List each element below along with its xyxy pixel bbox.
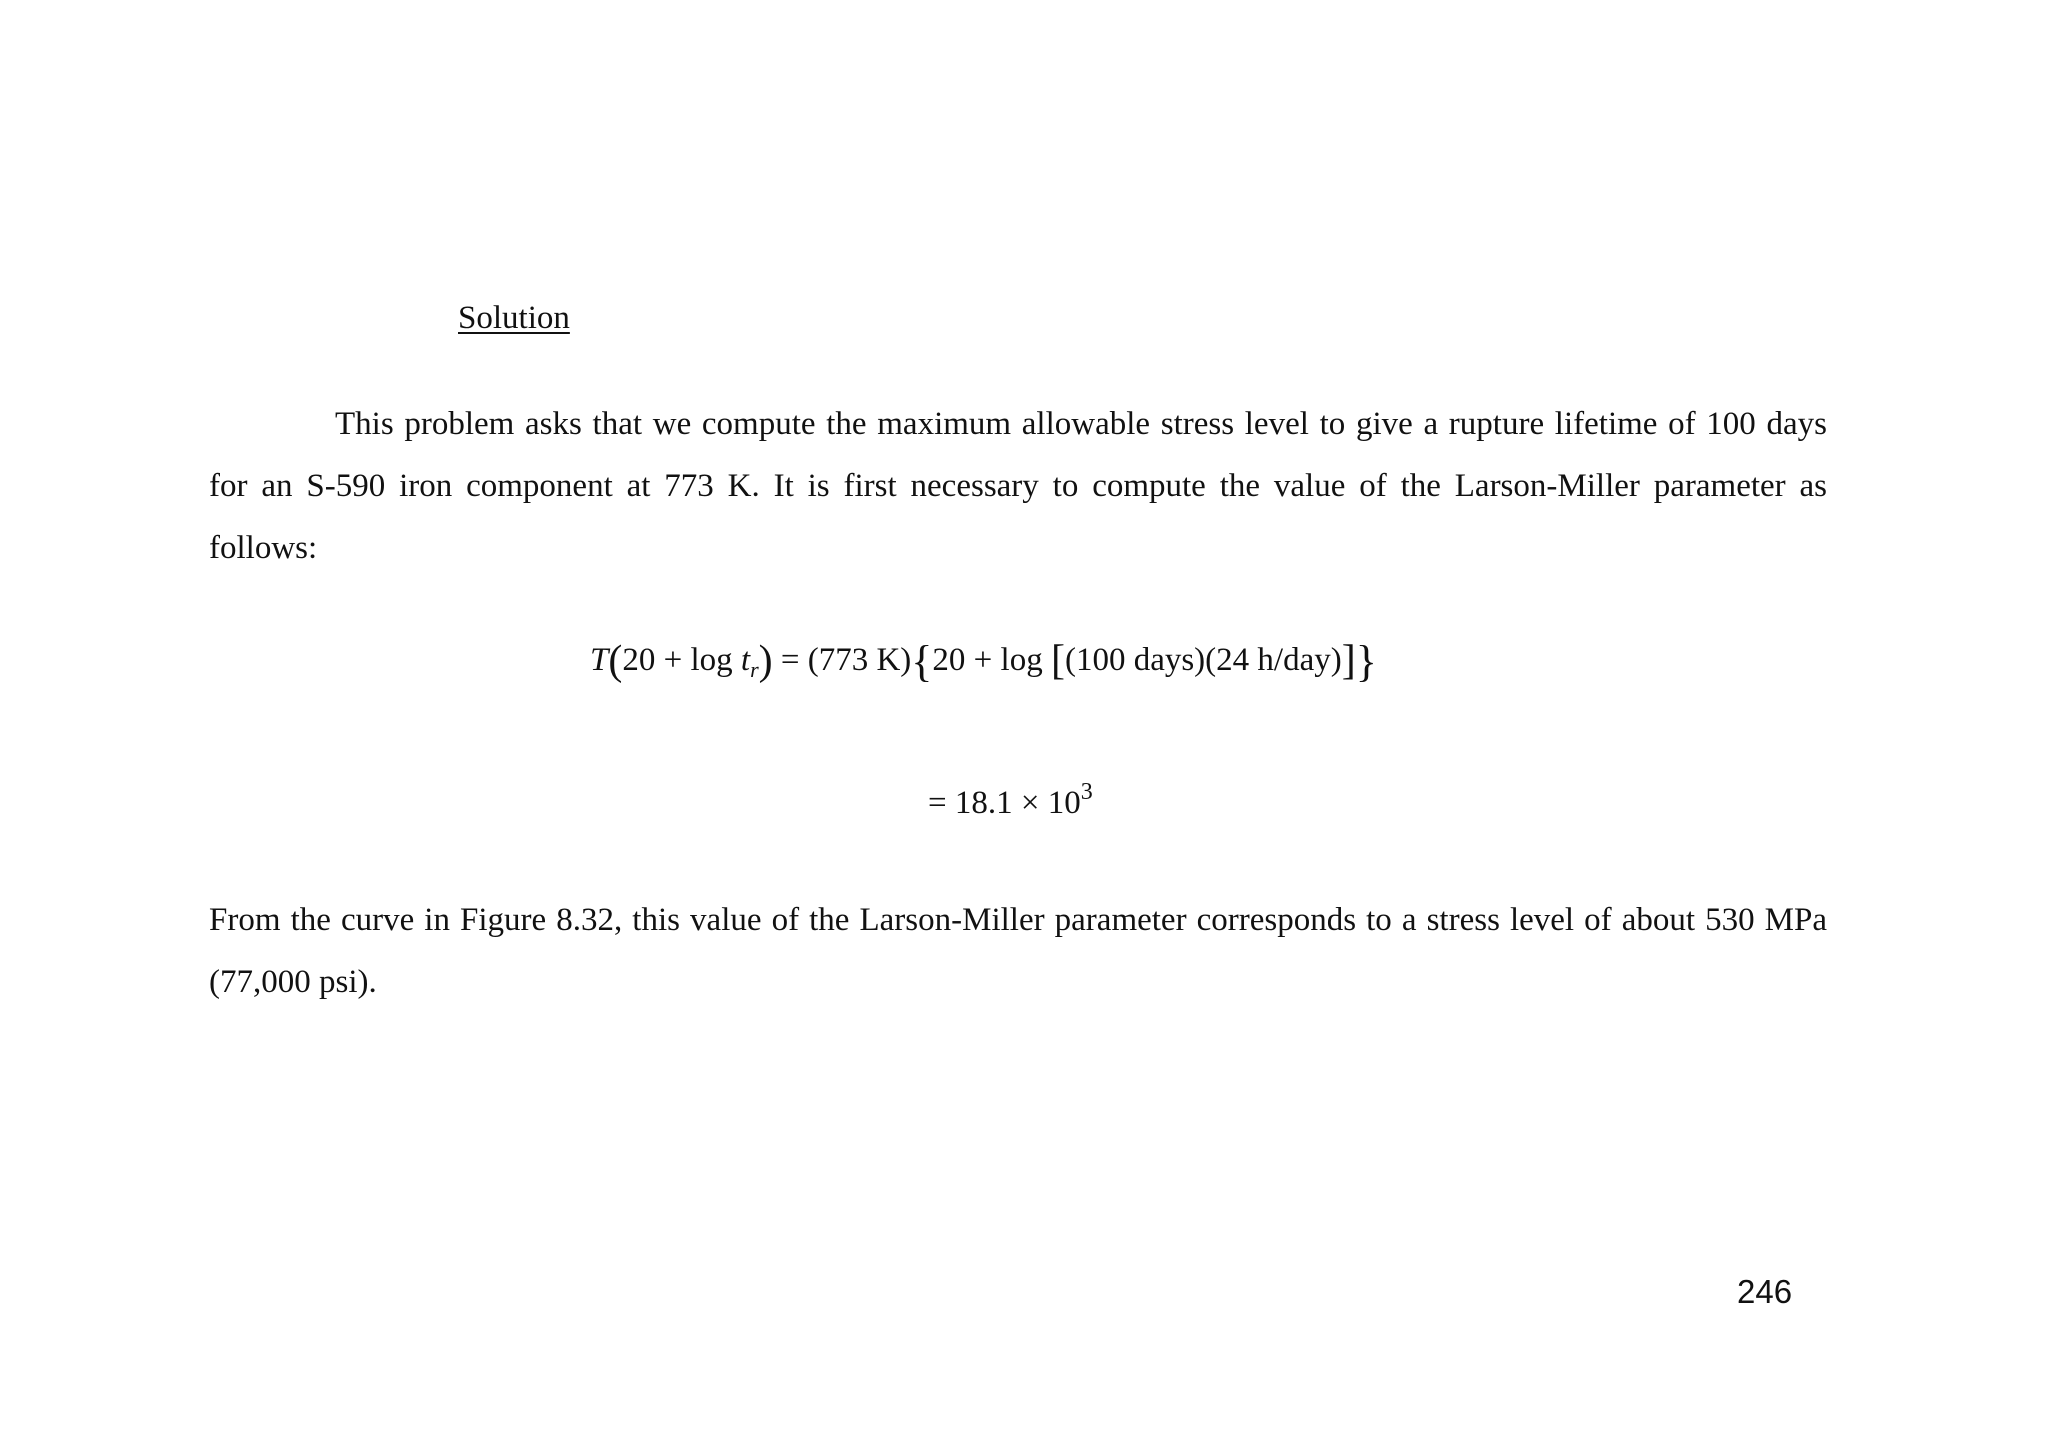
page-number: 246 — [1737, 1273, 1793, 1310]
conclusion-paragraph: From the curve in Figure 8.32, this value of the Larson-Miller parameter corresponds to a stress level of about 530 MPa (77,000 psi). — [209, 902, 1827, 1000]
rhs-inner-expression: (100 days)(24 h/day) — [1064, 642, 1342, 678]
paren-close: ) — [758, 638, 773, 684]
brace-open: { — [911, 637, 933, 686]
result-equation — [928, 780, 1093, 820]
result-value: = 18.1 × 10 — [928, 785, 1081, 821]
bracket-open: [ — [1050, 638, 1065, 684]
rhs-expression: 20 + log — [932, 642, 1051, 678]
bracket-close: ] — [1341, 638, 1356, 684]
problem-statement-paragraph: This problem asks that we compute the maximum allowable stress level to give a rupture lifetime of 100 days for an S-590 iron component at 773 K. It is first necessary to compute the value of the Larson-Miller parameter as follows: — [209, 406, 1827, 566]
lhs-expression: 20 + log — [622, 642, 741, 678]
equals-temperature: = (773 K) — [772, 642, 912, 678]
temperature-symbol: T — [590, 642, 609, 678]
brace-close: } — [1355, 637, 1377, 686]
paren-open: ( — [608, 638, 623, 684]
time-subscript: r — [750, 657, 759, 682]
time-symbol: t — [740, 642, 751, 678]
result-exponent: 3 — [1080, 779, 1093, 805]
larson-miller-equation — [590, 637, 1377, 686]
solution-heading: Solution — [458, 300, 570, 336]
